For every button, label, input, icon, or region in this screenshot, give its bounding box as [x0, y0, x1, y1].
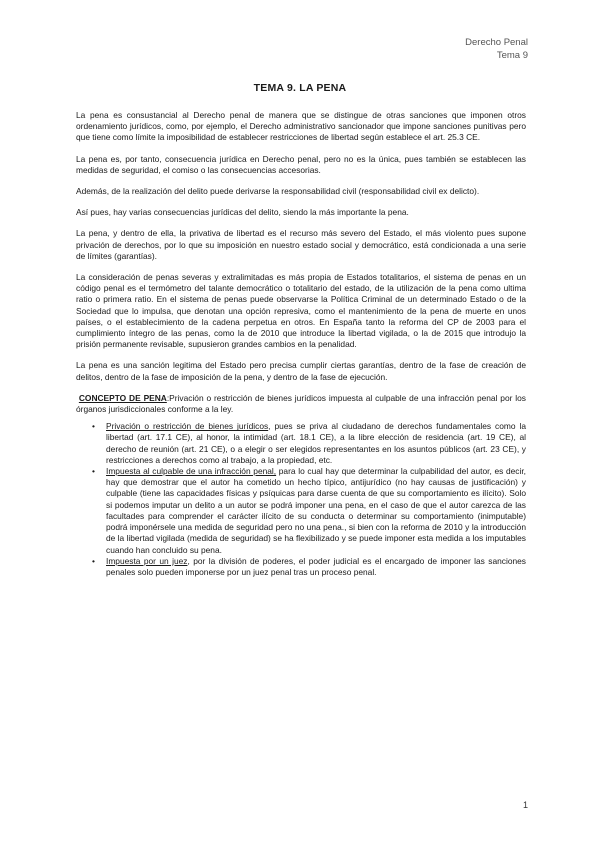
header-topic: Tema 9: [496, 50, 528, 61]
bullet-lead: Impuesta al culpable de una infracción penal,: [106, 466, 277, 477]
paragraph-5: La pena, y dentro de ella, la privativa de libertad es el recurso más severo del Estado, el más violento pues supone privación de derechos, por lo que su imposición en nuestro estado social y democrático, está condicionada a una serie de límites (garantías).: [76, 228, 526, 261]
list-item: [92, 555, 526, 578]
bullet-icon: •: [92, 555, 95, 566]
paragraph-2: La pena es, por tanto, consecuencia jurídica en Derecho penal, pero no es la única, pues también se establecen las medidas de seguridad, el comiso o las consecuencias accesorias.: [76, 153, 526, 175]
concepto-paragraph: [76, 393, 526, 415]
paragraph-6: La consideración de penas severas y extralimitadas es más propia de Estados totalitarios, el sistema de penas en un código penal es el termómetro del talante democrático o totalitario del estado, de la utilización de la pena como ultima ratio o primera ratio. En el sistema de penas puede observarse la Política Criminal de un determinado Estado o de la Sociedad que lo impulsa, que denotan una opción represiva, como el mantenimiento de la pena de muerte en unos países, o el establecimiento de la cadena perpetua en otros. En España tanto la reforma del CP de 2003 para el cumplimiento íntegro de las penas, como la de 2010 que introduce la libertad vigilada, o la de 2015 que introdujo la prisión permanente revisable, supusieron grandes cambios en la penalidad.: [76, 272, 526, 350]
bullet-text: para lo cual hay que determinar la culpabilidad del autor, es decir, hay que demostrar que el autor ha cometido un hecho típico, antijurídico (no hay causas de justificación) y culpable (tiene las capacidades físicas y psíquicas para darse cuenta de que su comportamiento es ilícito). Solo si podemos imputar un delito a un autor se podrá imponer una pena, en el caso de que el autor carezca de las facultades para comprender el carácter ilícito de su conducta o determinar su comportamiento (inimputable) podrá imponérsele una medida de seguridad pero no una pena., si bien con la reforma de 2010 y la introducción de la libertad vigilada (medida de seguridad) se ha flexibilizado y se puede imponer esta medida a los imputables cuando han concluido su pena.: [106, 466, 526, 555]
paragraph-4: Así pues, hay varias consecuencias jurídicas del delito, siendo la más importante la pena.: [76, 207, 409, 218]
document-body: [76, 110, 526, 578]
page-number: 1: [522, 800, 528, 810]
running-header: [465, 36, 528, 62]
paragraph-3: Además, de la realización del delito puede derivarse la responsabilidad civil (responsabilidad civil ex delicto).: [76, 186, 480, 197]
header-course: Derecho Penal: [465, 37, 528, 48]
concepto-label: CONCEPTO DE PENA: [78, 392, 167, 403]
list-item: [92, 421, 526, 466]
bullet-text: , pues se priva al ciudadano de derechos fundamentales como la libertad (art. 17.1 CE), al honor, la intimidad (art. 18.1 CE), a la libre elección de residencia (art. 19 CE), al derecho de reunión (art. 21 CE), o a elegir o ser elegidos representantes en los asuntos públicos (art. 23 CE), y restricciones a derechos como al trabajo, a la propiedad, etc.: [106, 421, 526, 465]
paragraph-1: La pena es consustancial al Derecho penal de manera que se distingue de otras sanciones que imponen otros ordenamiento jurídicos, como, por ejemplo, el Derecho administrativo sancionador que impone sanciones punitivas pero que tiene como límite la imposibilidad de establecer restricciones de libertad según establece el art. 25.3 CE.: [76, 110, 526, 143]
paragraph-7: La pena es una sanción legitima del Estado pero precisa cumplir ciertas garantías, dentro de la fase de creación de delitos, dentro de la fase de imposición de la pena, y dentro de la fase de ejecución.: [76, 360, 526, 382]
bullet-text: , por la división de poderes, el poder judicial es el encargado de imponer las sanciones penales solo pueden imponerse por un juez penal tras un proceso penal.: [106, 555, 526, 577]
bullet-lead: Privación o restricción de bienes jurídicos: [106, 421, 269, 432]
page-title: TEMA 9. LA PENA: [253, 82, 347, 94]
bullet-lead: Impuesta por un juez: [106, 555, 188, 566]
bullet-icon: •: [92, 421, 95, 432]
concept-bullet-list: [76, 421, 526, 578]
list-item: [92, 466, 526, 556]
concepto-text: :Privación o restricción de bienes jurídicos impuesta al culpable de una infracción penal por los órganos jurisdiccionales conforme a la ley.: [76, 392, 526, 415]
bullet-icon: •: [92, 466, 95, 477]
